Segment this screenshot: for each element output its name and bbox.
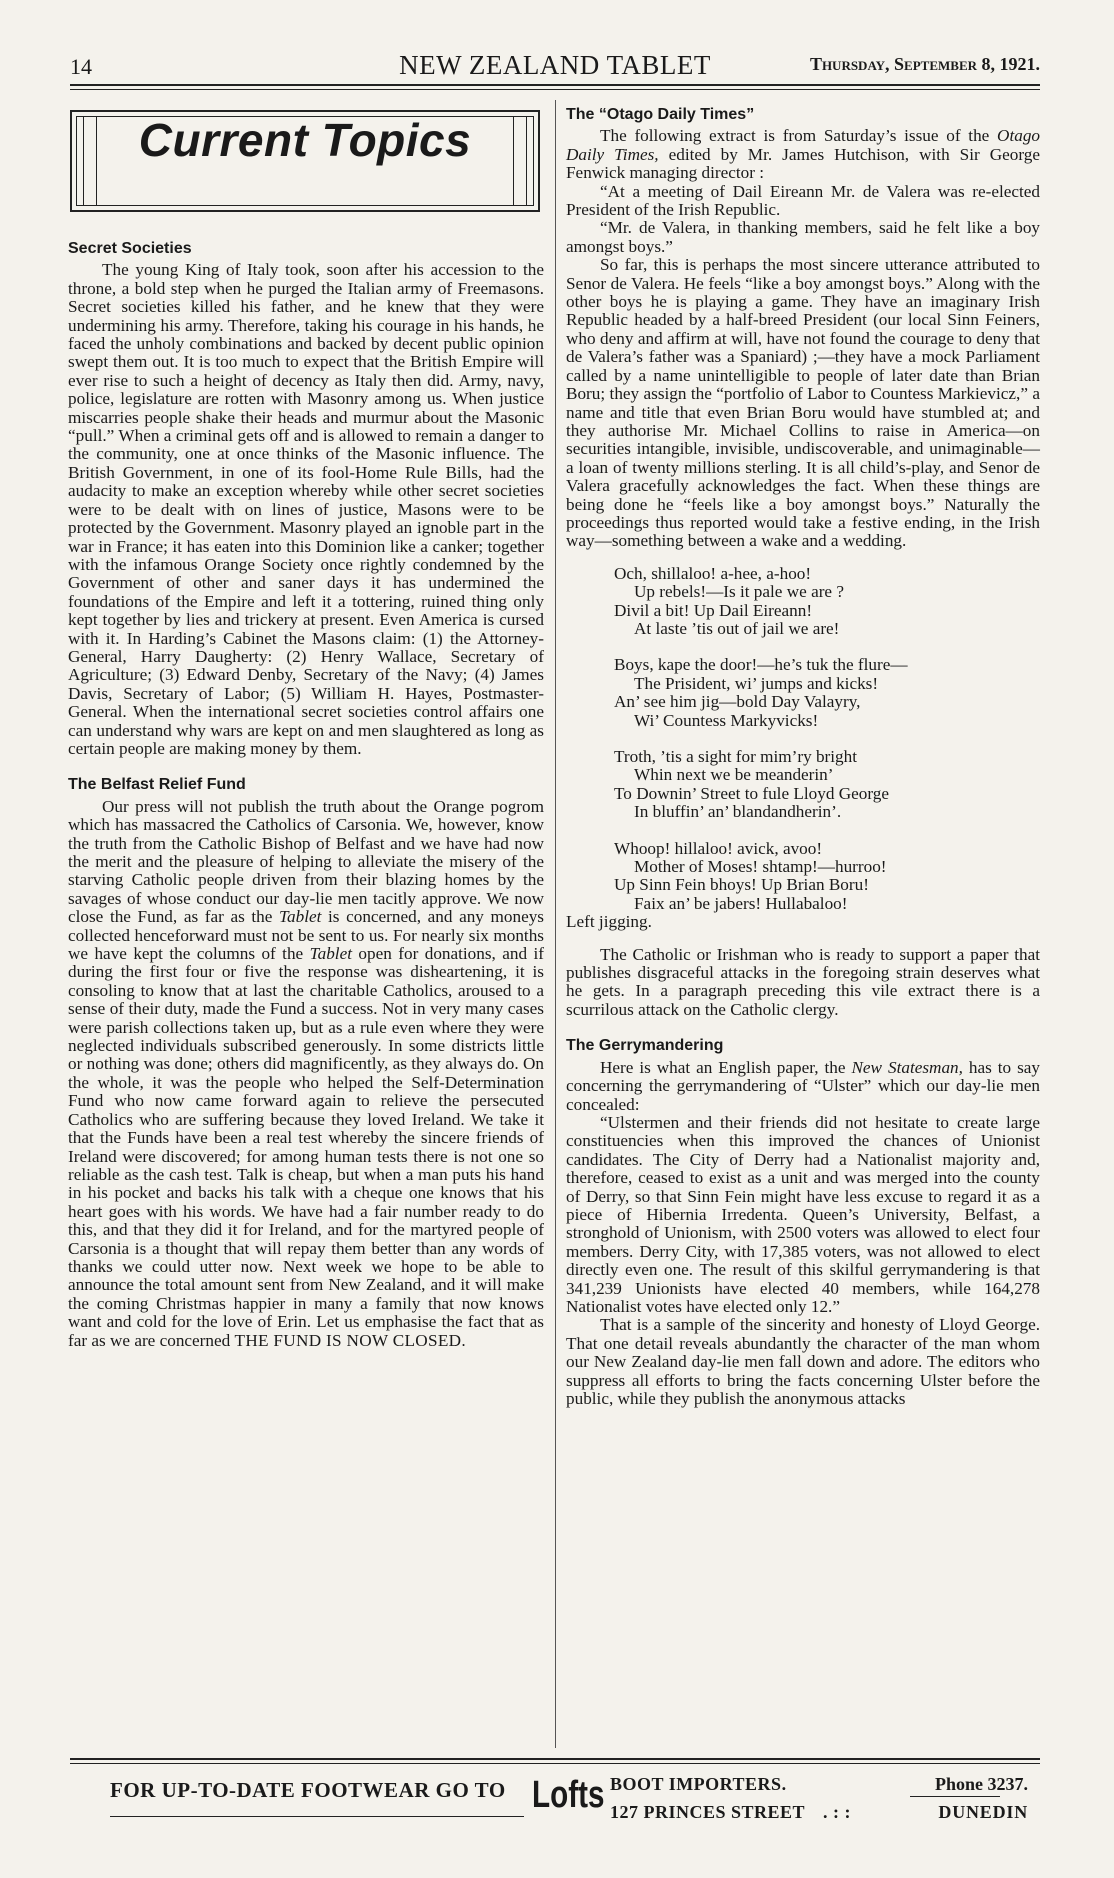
phone-underline <box>910 1796 1000 1797</box>
poem-line: Faix an’ be jabers! Hullabaloo! <box>634 893 848 913</box>
page-number: 14 <box>70 54 92 79</box>
boot-importers-text: BOOT IMPORTERS. <box>610 1774 787 1794</box>
poem <box>566 565 1040 932</box>
belfast-text-3: open for donations, and if during the first four or five the response was disheartening, it is consoling to know that at last the charitable Catholics, aroused to a sense of their duty, made the Fund a success. Not in very many cases were parish collections taken up, but as a rule even where they were neglected individuals subscribed generously. In some districts little or nothing was done; others did magnificently, as they always do. On the whole, it was the people who helped the Self-Determination Fund who now came forward again to relieve the persecuted Catholics who are suffering because they loved Ireland. We take it that the Funds have been a real test whereby the sincere friends of Ireland were discovered; for among human tests there is not one so reliable as the cash test. Talk is cheap, but when a man puts his hand in his pocket and backs his talk with a cheque one knows that his heart goes with his words. We have had a fair number ready to do this, and that they did it for Ireland, and for the martyred people of Carsonia is a thought that will repay them better than any words of thanks we could utter now. Next week we hope to be able to announce the total amount sent from New Zealand, and it will make the coming Christmas happier in many a family that now knows want and cold for the love of Erin. Let us emphasise the fact that as far as we are concerned <box>68 944 545 1350</box>
ad-footwear-text: FOR UP-TO-DATE FOOTWEAR GO TO <box>110 1778 506 1802</box>
left-jigging-line: Left jigging. <box>566 912 652 932</box>
street-address: 127 PRINCES STREET <box>610 1802 806 1822</box>
belfast-text-2: is concerned, and any moneys collected henceforward must not be sent to us. For nearly six months we have kept the columns of the <box>68 907 544 964</box>
gerry-quote: “Ulstermen and their friends did not hesitate to create large constituencies when this improved the chances of Unionist candidates. The City of Derry had a Nationalist majority and, therefore, ceased to exist as a unit and was merged into the county of Derry, so that Sinn Fein might have less excuse to regard it as a piece of Hibernia Irredenta. Queen’s University, Belfast, a stronghold of Unionism, with 2500 voters was allowed to elect four members. Derry City, with 17,385 voters, was not allowed to elect directly even one. The result of this skilful gerrymandering is that 341,239 Unionists have elected 40 members, while 164,278 Nationalist votes have elected only 12.” <box>566 1112 1040 1316</box>
poem-line: Whin next we be meanderin’ <box>634 765 834 785</box>
otago-body: So far, this is perhaps the most sincere utterance attributed to Senor de Valera. He feels “like a boy amongst boys.” Along with the other boys he is playing a game. They have an imaginary Irish Republic headed by a half-breed President (our local Sinn Feiners, who deny and affirm at will, have not found the courage to deny that de Valera’s father was a Spaniard) ;—they have a mock Parliament called by a name unintelligible to people of later date than Brian Boru; they assign the “portfolio of Labor to Countess Markievicz,” a name and title that even Brian Boru would have stumbled at; and they authorise Mr. Michael Collins to raise in America—on securities intangible, invisible, undiscoverable, and unimaginable—a loan of twenty millions sterling. It is all child’s-play, and Senor de Valera gracefully acknowledges the fact. When these things are being done he “feels like a boy amongst boys.” Naturally the proceedings thus reported would take a festive ending, in the Irish way—something between a wake and a wedding. <box>566 255 1040 551</box>
poem-line: The Prisident, wi’ jumps and kicks! <box>634 673 879 693</box>
gerry-intro <box>566 1059 1040 1114</box>
column-divider <box>555 100 556 1748</box>
ad-underline <box>110 1816 524 1817</box>
otago-daily-times-heading: The “Otago Daily Times” <box>566 106 755 123</box>
lofts-brand: Lofts <box>532 1774 605 1816</box>
otago-quote-2: “Mr. de Valera, in thanking members, said he felt like a boy amongst boys.” <box>566 218 1040 256</box>
tablet-name-2: Tablet <box>309 944 352 964</box>
poem-line: Boys, kape the door!—he’s tuk the flure— <box>614 655 908 675</box>
current-topics-title: Current Topics <box>138 114 472 166</box>
poem-line: At laste ’tis out of jail we are! <box>634 618 840 638</box>
newspaper-title: NEW ZEALAND TABLET <box>399 50 711 80</box>
gerry-intro-text-2: has to say concerning the gerrymandering of “Ulster” which our day-lie men concealed: <box>566 1057 1040 1114</box>
secret-societies-body: The young King of Italy took, soon after his accession to the throne, a bold step when he purged the Italian army of Freemasons. Secret societies killed his father, and he knew that they were undermining his army. Therefore, taking his courage in his hands, he faced the unholy combinations and backed by decent public opinion swept them out. It is too much to expect that the British Empire will ever rise to such a height of decency as Italy then did. Army, navy, police, legislature are rotten with Masonry among us. When justice miscarries people shake their heads and murmur about the Masonic “pull.” When a criminal gets off and is allowed to remain a danger to the community, one at once thinks of the Masonic influence. The British Government, in one of its fool-Home Rule Bills, had the audacity to make an exception whereby while other secret societies were to be dealt with on lines of justice, Masons were to be protected by the Government. Masonry played an ignoble part in the war in France; it has eaten into this Dominion like a canker; together with the infamous Orange Society once rightly condemned by the Government of other and saner days it has undermined the foundations of the Empire and left it a tottering, ruined thing only kept together by lies and trickery at present. Even America is cursed with it. In Harding’s Cabinet the Masons claim: (1) the Attorney-General, Harry Daugherty: (2) Henry Wallace, Secretary of Agriculture; (3) Edward Denby, Secretary of the Navy; (4) James Davis, Secretary of Labor; (5) William H. Hayes, Postmaster-General. When the international secret societies control affairs one can understand why wars are kept on and men slaughtered as long as certain people are making money by them. <box>68 260 544 758</box>
poem-line: Troth, ’tis a sight for mim’ry bright <box>614 747 858 766</box>
page-header <box>70 48 1040 84</box>
city-name: DUNEDIN <box>938 1802 1028 1822</box>
phone-number: Phone 3237. <box>934 1774 1028 1794</box>
issue-date: Thursday, September 8, 1921. <box>809 54 1040 74</box>
poem-line: Whoop! hillaloo! avick, avoo! <box>614 838 823 858</box>
otago-quote-1: “At a meeting of Dail Eireann Mr. de Valera was re-elected President of the Irish Republic. <box>566 181 1040 220</box>
gerry-intro-text-1: Here is what an English paper, the <box>600 1057 846 1077</box>
poem-stanza <box>566 840 1040 914</box>
poem-line: To Downin’ Street to fule Lloyd George <box>614 783 890 803</box>
header-rule <box>70 84 1040 90</box>
poem-line: Up rebels!—Is it pale we are ? <box>634 582 844 602</box>
poem-stanza <box>566 748 1040 822</box>
poem-line: In bluffin’ an’ blandandherin’. <box>634 802 842 822</box>
current-topics-frame <box>76 116 534 206</box>
belfast-relief-body <box>68 798 544 1350</box>
address-separator: . : : <box>823 1802 852 1822</box>
belfast-relief-heading: The Belfast Relief Fund <box>68 776 246 794</box>
poem-line: Wi’ Countess Markyvicks! <box>634 710 819 730</box>
poem-line: Up Sinn Fein bhoys! Up Brian Boru! <box>614 875 869 895</box>
fund-closed-notice: THE FUND IS NOW CLOSED. <box>234 1330 466 1350</box>
gerrymandering-heading: The Gerrymandering <box>566 1037 724 1055</box>
poem-line: Och, shillaloo! a-hee, a-hoo! <box>614 563 812 583</box>
belfast-text-1: Our press will not publish the truth about the Orange pogrom which has massacred the Catholics of Carsonia. We, however, know the truth from the Catholic Bishop of Belfast and we have had now the merit and the pleasure of helping to alleviate the misery of the starving Catholic people driven from their blazing homes by the savages of whose conduct our day-lie men tacitly approve. We now close the Fund, as far as the <box>68 796 544 927</box>
poem-line: Mother of Moses! shtamp!—hurroo! <box>634 857 887 877</box>
right-column <box>566 106 1040 1408</box>
current-topics-box <box>70 110 540 212</box>
new-statesman-name: New Statesman, <box>851 1057 963 1077</box>
footer-rule <box>70 1758 1040 1764</box>
secret-societies-heading: Secret Societies <box>68 240 192 257</box>
otago-closing-paragraph: The Catholic or Irishman who is ready to support a paper that publishes disgraceful attacks in the foregoing strain deserves what he gets. In a paragraph preceding this vile extract there is a scurrilous attack on the Catholic clergy. <box>566 944 1040 1019</box>
otago-paper-name: Otago Daily Times, <box>566 126 1040 164</box>
otago-intro <box>566 127 1040 182</box>
poem-stanza <box>566 656 1040 730</box>
poem-line: An’ see him jig—bold Day Valayry, <box>614 692 861 712</box>
gerry-body: That is a sample of the sincerity and honesty of Lloyd George. That one detail reveals abundantly the character of the man whom our New Zealand day-lie men fall down and adore. The editors who suppress all efforts to bring the facts concerning Ulster before the public, while they publish the anonymous attacks <box>566 1315 1040 1408</box>
section-gap <box>68 758 544 776</box>
poem-line: Divil a bit! Up Dail Eireann! <box>614 600 813 620</box>
left-column <box>68 100 544 1350</box>
footer-advertisement <box>70 1768 1040 1838</box>
otago-intro-text-2: edited by Mr. James Hutchison, with Sir George Fenwick managing director : <box>566 144 1040 183</box>
poem-stanza <box>566 565 1040 639</box>
address-line <box>610 1802 851 1823</box>
tablet-name-1: Tablet <box>279 907 322 927</box>
section-gap <box>566 1019 1040 1037</box>
otago-intro-text-1: The following extract is from Saturday’s issue of the <box>600 126 990 146</box>
